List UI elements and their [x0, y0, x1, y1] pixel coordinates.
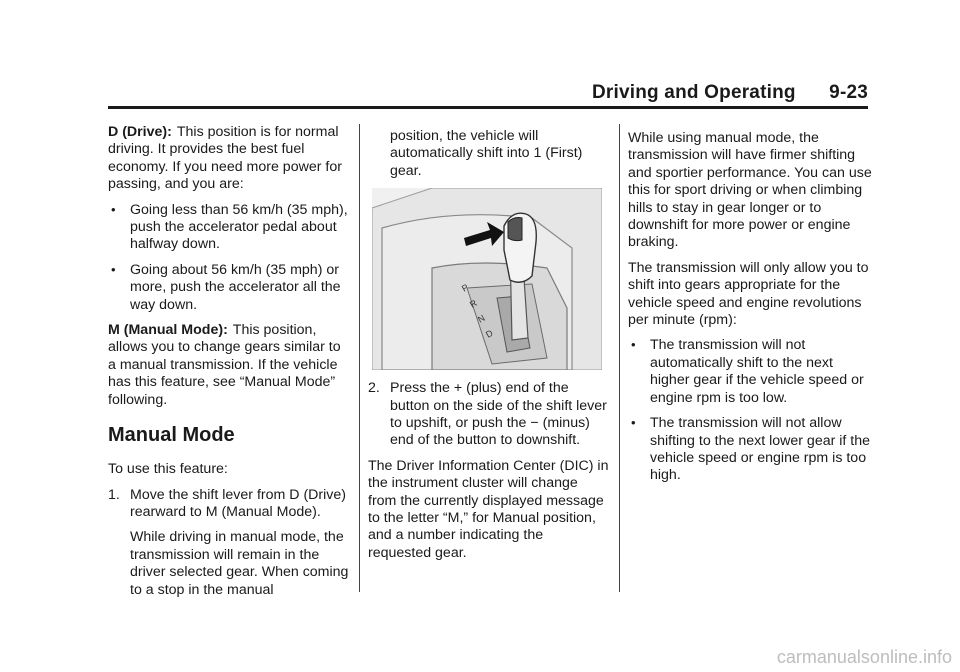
- manual-text: This position, allows you to change gears similar to a manual transmission. If the vehicle has this feature, see “Manual Mode” following.: [108, 322, 341, 408]
- bullet-text: Going less than 56 km/h (35 mph), push the accelerator pedal about halfway down.: [130, 201, 348, 253]
- watermark: carmanualsonline.info: [776, 647, 952, 667]
- gate-label: N: [476, 313, 487, 325]
- section-title: Driving and Operating: [591, 82, 796, 103]
- step-1: [108, 487, 352, 522]
- manual-lead: M (Manual Mode):: [108, 322, 228, 339]
- bullet-text: The transmission will not automatically shift to the next higher gear if the vehicle speed or engine rpm is too low.: [650, 337, 864, 406]
- manual-mode-paragraph: [108, 322, 352, 409]
- page-number: 9-23: [829, 82, 868, 103]
- bullet-icon: •: [631, 415, 636, 431]
- list-item: [628, 337, 872, 407]
- bullet-icon: •: [111, 201, 116, 217]
- list-item: [108, 262, 352, 314]
- gate-label: R: [468, 298, 479, 310]
- step-number: 1.: [108, 486, 120, 503]
- step-text: Move the shift lever from D (Drive) rearward to M (Manual Mode).: [130, 486, 347, 520]
- intro-text: To use this feature:: [108, 461, 228, 478]
- header-rule: [108, 106, 868, 109]
- paragraph: The transmission will only allow you to shift into gears appropriate for the vehicle speed and engine revolutions per minute (rpm):: [628, 259, 869, 329]
- continuation-text: position, the vehicle will automatically shift into 1 (First) gear.: [390, 128, 583, 179]
- drive-paragraph: [108, 124, 352, 194]
- bullet-icon: •: [111, 261, 116, 277]
- bullet-text: Going about 56 km/h (35 mph) or more, push the accelerator all the way down.: [130, 261, 341, 313]
- drive-text: This position is for normal driving. It provides the best fuel economy. If you need more power for passing, and you are:: [108, 124, 342, 193]
- list-item: [108, 202, 352, 254]
- column-3: [628, 130, 872, 493]
- drive-lead: D (Drive):: [108, 124, 172, 140]
- step-2: [368, 380, 610, 450]
- paragraph: While using manual mode, the transmission will have firmer shifting and sportier performance. You can use this for sport driving or when climbing hills to stay in gear longer or to downshift for more power or engine braking.: [628, 130, 872, 251]
- column-divider: [619, 124, 620, 592]
- gate-label: P: [460, 282, 471, 294]
- bullet-icon: •: [631, 337, 636, 353]
- list-item: [628, 415, 872, 485]
- page-header: [592, 82, 868, 104]
- step-text: Press the + (plus) end of the button on the side of the shift lever to upshift, or push the − (minus) end of the button to downshift.: [390, 380, 607, 449]
- shift-lever-drawing: [372, 188, 602, 370]
- dic-paragraph: The Driver Information Center (DIC) in the instrument cluster will change from the currently displayed message to the letter “M,” for Manual position, and a number indicating the requested gear.: [368, 457, 609, 561]
- section-heading: Manual Mode: [108, 424, 235, 447]
- bullet-text: The transmission will not allow shifting to the next lower gear if the vehicle speed or engine rpm is too high.: [650, 415, 871, 484]
- column-2: [368, 128, 610, 570]
- column-1: [108, 124, 352, 607]
- column-divider: [359, 124, 360, 592]
- step-1-subtext: While driving in manual mode, the transmission will remain in the driver selected gear. When coming to a stop in the manual: [130, 529, 349, 598]
- step-number: 2.: [368, 380, 380, 397]
- gate-label: D: [484, 328, 495, 340]
- shift-lever-illustration: [372, 188, 602, 370]
